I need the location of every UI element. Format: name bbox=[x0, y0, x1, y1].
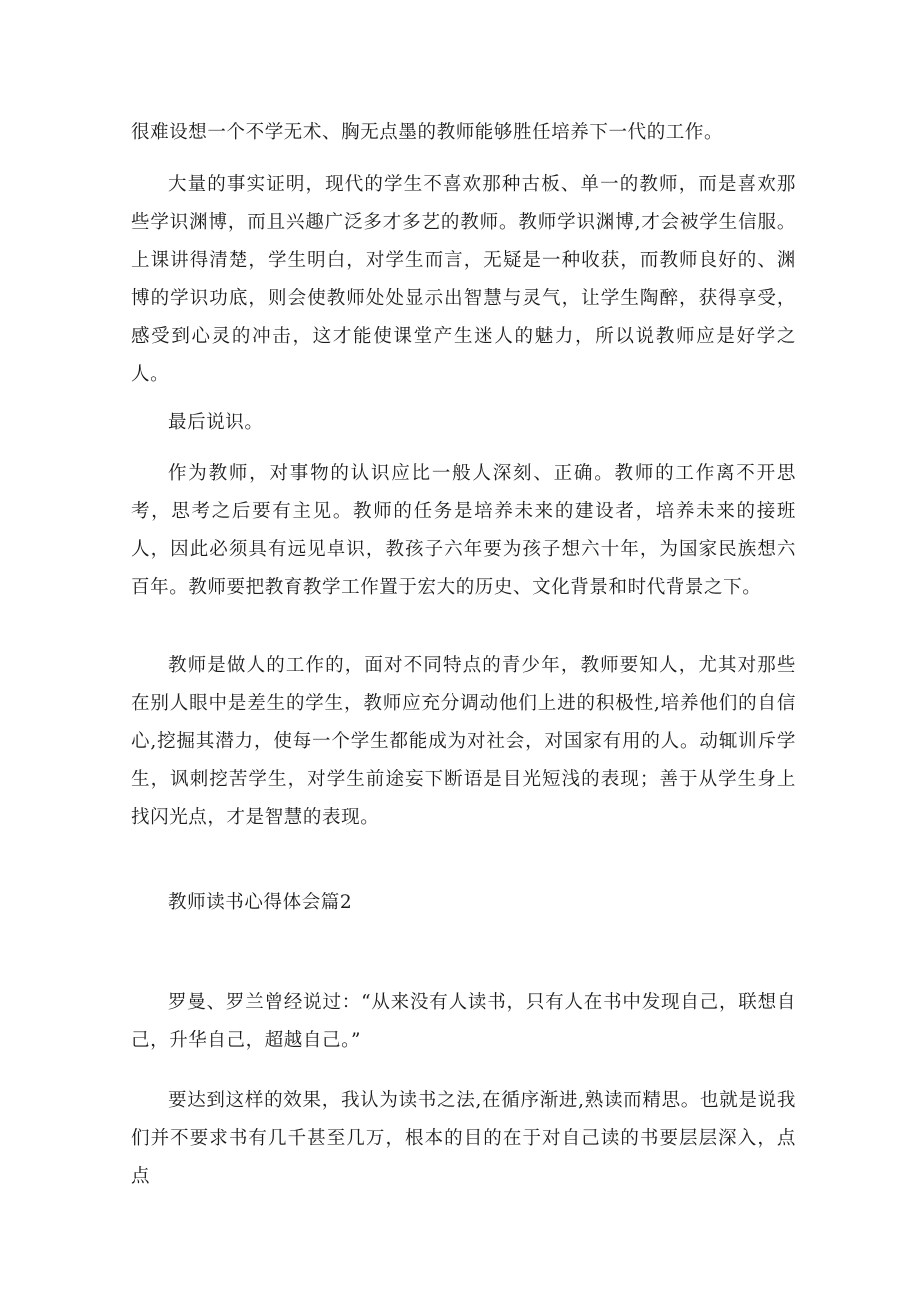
section-title: 教师读书心得体会篇2 bbox=[168, 892, 353, 913]
paragraph-continuation: 很难设想一个不学无术、胸无点墨的教师能够胜任培养下一代的工作。 bbox=[131, 122, 724, 143]
paragraph-heading-insight: 最后说识。 bbox=[168, 412, 264, 433]
paragraph-insight: 作为教师，对事物的认识应比一般人深刻、正确。教师的工作离不开思考，思考之后要有主见。教师的任务是培养未来的建设者，培养未来的接班人，因此必须具有远见卓识，教孩子六年要为孩子想六十年，为国家民族想六百年。教师要把教育教学工作置于宏大的历史、文化背景和时代背景之下。 bbox=[131, 463, 796, 598]
paragraph-knowing-students: 教师是做人的工作的，面对不同特点的青少年，教师要知人，尤其对那些在别人眼中是差生的学生，教师应充分调动他们上进的积极性,培养他们的自信心,挖掘其潜力，使每一个学生都能成为对社会，对国家有用的人。动辄训斥学生，讽刺挖苦学生，对学生前途妄下断语是目光短浅的表现；善于从学生身上找闪光点，才是智慧的表现。 bbox=[131, 655, 796, 828]
paragraph-reading-method: 要达到这样的效果，我认为读书之法,在循序渐进,熟读而精思。也就是说我们并不要求书有几千甚至几万，根本的目的在于对自己读的书要层层深入，点点 bbox=[131, 1090, 796, 1187]
paragraph-scholarship: 大量的事实证明，现代的学生不喜欢那种古板、单一的教师，而是喜欢那些学识渊博，而且兴趣广泛多才多艺的教师。教师学识渊博,才会被学生信服。上课讲得清楚，学生明白，对学生而言，无疑是一种收获，而教师良好的、渊博的学识功底，则会使教师处处显示出智慧与灵气，让学生陶醉，获得享受，感受到心灵的冲击，这才能使课堂产生迷人的魅力，所以说教师应是好学之人。 bbox=[131, 174, 796, 385]
paragraph-quote: 罗曼、罗兰曾经说过：“从来没有人读书，只有人在书中发现自己，联想自己，升华自己，超越自己。” bbox=[131, 992, 796, 1051]
